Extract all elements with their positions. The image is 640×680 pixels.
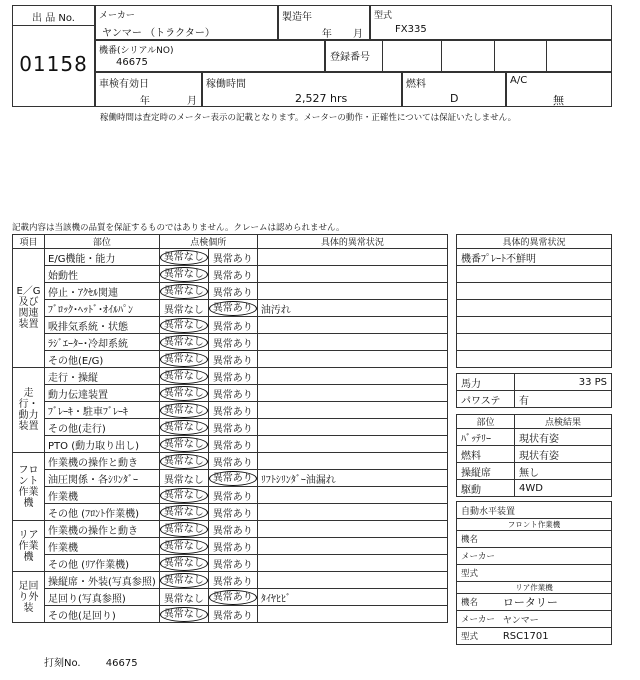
registration-cell — [325, 40, 612, 72]
part-cell: ﾌﾞﾛｯｸ･ﾍｯﾄﾞ･ｵｲﾙﾊﾟﾝ — [45, 300, 160, 317]
option-normal: 異常なし — [160, 522, 208, 537]
option-abnormal-cell — [208, 555, 257, 572]
category-cell: リア作業機 — [13, 521, 45, 572]
option-normal: 異常なし — [160, 556, 208, 571]
part-cell: ﾗｼﾞｴｰﾀｰ･冷却系統 — [45, 334, 160, 351]
front-model-value — [499, 565, 612, 582]
option-abnormal-cell — [208, 538, 257, 555]
detail-cell — [257, 538, 447, 555]
hours-note: 稼働時間は査定時のメーター表示の記載となります。メーターの動作・正確性については保証いたしません。 — [100, 113, 517, 123]
rear-name-value: ロータリー — [499, 594, 612, 611]
lot-number: 01158 — [19, 52, 88, 76]
rear-name-label: 機名 — [457, 594, 499, 611]
option-normal-cell — [159, 555, 208, 572]
part-cell: 動力伝達装置 — [45, 385, 160, 402]
option-normal-cell — [159, 351, 208, 368]
option-normal-cell — [159, 368, 208, 385]
option-normal-cell — [159, 283, 208, 300]
detail-cell — [257, 606, 447, 623]
abnormal-blank-row — [457, 317, 612, 334]
option-abnormal-cell — [208, 436, 257, 453]
option-abnormal-cell — [208, 521, 257, 538]
option-abnormal: 異常あり — [212, 559, 253, 571]
abnormal-blank-row — [457, 351, 612, 368]
option-normal: 異常なし — [163, 474, 204, 486]
option-normal: 異常なし — [163, 304, 204, 316]
option-abnormal: 異常あり — [212, 576, 253, 588]
option-abnormal: 異常あり — [212, 355, 253, 367]
year-cell — [278, 5, 370, 40]
detail-cell — [257, 521, 447, 538]
option-abnormal-cell — [208, 249, 257, 266]
option-normal-cell — [159, 470, 208, 487]
option-normal: 異常なし — [160, 505, 208, 520]
detail-cell — [257, 283, 447, 300]
option-normal: 異常なし — [160, 539, 208, 554]
part-cell: その他 (ﾘｱ作業機) — [45, 555, 160, 572]
option-abnormal: 異常あり — [212, 423, 253, 435]
part-cell: 停止・ｱｸｾﾙ関連 — [45, 283, 160, 300]
table-row — [13, 419, 448, 436]
category-cell: フロント作業機 — [13, 453, 45, 521]
fuel-cell — [402, 72, 506, 107]
part-cell: 操縦席・外装(写真参照) — [45, 572, 160, 589]
table-row — [13, 402, 448, 419]
front-maker-value — [499, 548, 612, 565]
table-row — [13, 453, 448, 470]
table-row — [13, 266, 448, 283]
fuel-check-label: 燃料 — [457, 446, 515, 463]
option-normal: 異常なし — [160, 437, 208, 452]
option-normal: 異常なし — [160, 352, 208, 367]
abnormal-blank-row — [457, 334, 612, 351]
option-abnormal-cell — [208, 419, 257, 436]
abnormal-note: 機番ﾌﾟﾚｰﾄ不鮮明 — [457, 249, 612, 266]
option-normal: 異常なし — [160, 420, 208, 435]
option-normal: 異常なし — [160, 403, 208, 418]
option-abnormal: 異常あり — [209, 590, 257, 605]
option-abnormal-cell — [208, 317, 257, 334]
part-cell: その他(足回り) — [45, 606, 160, 623]
option-abnormal-cell — [208, 453, 257, 470]
option-abnormal: 異常あり — [212, 525, 253, 537]
maker-value: ヤンマー （トラクター） — [102, 28, 215, 39]
option-normal-cell — [159, 334, 208, 351]
ac-value: 無 — [553, 94, 564, 107]
hours-value: 2,527 hrs — [295, 92, 348, 105]
part-cell: E/G機能・能力 — [45, 249, 160, 266]
option-normal-cell — [159, 266, 208, 283]
inspection-table — [12, 234, 448, 623]
option-abnormal: 異常あり — [212, 338, 253, 350]
rear-implement-header: リア作業機 — [457, 582, 612, 594]
detail-cell — [257, 504, 447, 521]
part-cell: 作業機 — [45, 487, 160, 504]
table-row — [13, 538, 448, 555]
abnormal-detail-table — [456, 234, 612, 368]
part-cell: 吸排気系統・状態 — [45, 317, 160, 334]
power-steering-value: 有 — [515, 391, 612, 408]
table-row — [13, 249, 448, 266]
option-normal: 異常なし — [163, 593, 204, 605]
option-abnormal-cell — [208, 470, 257, 487]
table-row — [13, 317, 448, 334]
table-row — [13, 334, 448, 351]
part-header: 部位 — [457, 415, 515, 429]
option-normal: 異常なし — [160, 318, 208, 333]
detail-cell — [257, 402, 447, 419]
implement-table — [456, 501, 612, 645]
option-normal-cell — [159, 419, 208, 436]
option-normal-cell — [159, 538, 208, 555]
detail-cell — [257, 555, 447, 572]
option-normal-cell — [159, 317, 208, 334]
battery-value: 現状有姿 — [515, 429, 612, 446]
option-abnormal: 異常あり — [212, 287, 253, 299]
option-abnormal-cell — [208, 300, 257, 317]
detail-cell — [257, 266, 447, 283]
abnormal-blank-row — [457, 266, 612, 283]
option-normal-cell — [159, 300, 208, 317]
part-cell: その他 (ﾌﾛﾝﾄ作業機) — [45, 504, 160, 521]
front-implement-header: フロント作業機 — [457, 519, 612, 531]
part-cell: ﾌﾞﾚｰｷ・駐車ﾌﾞﾚｰｷ — [45, 402, 160, 419]
lot-number-box — [12, 5, 95, 107]
inspection-date-unit: 年 月 — [139, 96, 197, 107]
detail-cell: ﾘﾌﾄｼﾘﾝﾀﾞｰ油漏れ — [257, 470, 447, 487]
table-row — [13, 572, 448, 589]
part-cell: その他(走行) — [45, 419, 160, 436]
fuel-value: D — [450, 92, 459, 105]
table-row — [13, 351, 448, 368]
table-row — [13, 300, 448, 317]
rear-maker-value: ヤンマー — [499, 611, 612, 628]
option-normal: 異常なし — [160, 607, 208, 622]
table-header-row — [13, 235, 448, 249]
rear-model-value: RSC1701 — [499, 628, 612, 645]
option-abnormal: 異常あり — [212, 321, 253, 333]
option-abnormal: 異常あり — [212, 372, 253, 384]
option-abnormal: 異常あり — [212, 253, 253, 265]
ac-label: A/C — [510, 75, 528, 86]
option-normal: 異常なし — [160, 369, 208, 384]
check-result-table — [456, 414, 612, 497]
category-cell: 足回り外装 — [13, 572, 45, 623]
front-maker-label: メーカー — [457, 548, 499, 565]
option-abnormal: 異常あり — [212, 508, 253, 520]
fuel-label: 燃料 — [406, 79, 426, 90]
table-row — [13, 283, 448, 300]
model-value: FX335 — [395, 24, 427, 35]
option-abnormal: 異常あり — [212, 491, 253, 503]
seat-label: 操縦席 — [457, 463, 515, 480]
option-normal: 異常なし — [160, 573, 208, 588]
option-abnormal-cell — [208, 572, 257, 589]
option-abnormal-cell — [208, 283, 257, 300]
table-row — [13, 385, 448, 402]
option-normal: 異常なし — [160, 386, 208, 401]
power-steering-label: パワステ — [457, 391, 515, 408]
detail-cell — [257, 487, 447, 504]
option-abnormal-cell — [208, 334, 257, 351]
part-cell: 足回り(写真参照) — [45, 589, 160, 606]
ac-cell — [506, 72, 612, 107]
part-cell: 走行・操縦 — [45, 368, 160, 385]
part-cell: PTO (動力取り出し) — [45, 436, 160, 453]
table-row — [13, 521, 448, 538]
detail-cell — [257, 436, 447, 453]
power-label: 馬力 — [457, 374, 515, 391]
hours-label: 稼働時間 — [206, 79, 246, 90]
abnormal-blank-row — [457, 300, 612, 317]
hours-cell — [202, 72, 402, 107]
option-normal: 異常なし — [160, 250, 208, 265]
header-detail: 具体的異常状況 — [257, 235, 447, 249]
table-row — [13, 368, 448, 385]
stamp-label: 打刻No. — [44, 658, 81, 669]
detail-cell — [257, 453, 447, 470]
registration-label: 登録番号 — [330, 52, 370, 63]
header-part: 部位 — [45, 235, 160, 249]
fuel-check-value: 現状有姿 — [515, 446, 612, 463]
option-normal: 異常なし — [160, 284, 208, 299]
serial-value: 46675 — [116, 57, 148, 68]
detail-cell — [257, 572, 447, 589]
table-row — [13, 470, 448, 487]
option-abnormal-cell — [208, 351, 257, 368]
option-abnormal: 異常あり — [209, 471, 257, 486]
option-abnormal-cell — [208, 504, 257, 521]
part-cell: 始動性 — [45, 266, 160, 283]
table-row — [13, 487, 448, 504]
rear-maker-label: メーカー — [457, 611, 499, 628]
option-abnormal: 異常あり — [212, 389, 253, 401]
table-row — [13, 606, 448, 623]
maker-label: メーカー — [99, 11, 135, 21]
part-cell: 作業機 — [45, 538, 160, 555]
option-normal-cell — [159, 436, 208, 453]
option-abnormal-cell — [208, 402, 257, 419]
disclaimer: 記載内容は当該機の品質を保証するものではありません。クレームは認められません。 — [12, 223, 345, 233]
serial-label: 機番(シリアルNO) — [99, 46, 174, 56]
model-cell — [370, 5, 612, 40]
option-normal-cell — [159, 572, 208, 589]
table-row — [13, 436, 448, 453]
stamp-number — [44, 654, 138, 669]
option-abnormal-cell — [208, 589, 257, 606]
option-abnormal-cell — [208, 606, 257, 623]
option-abnormal: 異常あり — [212, 440, 253, 452]
abnormal-blank-row — [457, 283, 612, 300]
category-cell: E／G及び関連装置 — [13, 249, 45, 368]
option-abnormal-cell — [208, 385, 257, 402]
detail-cell — [257, 317, 447, 334]
header-check: 点検個所 — [159, 235, 257, 249]
table-row — [13, 589, 448, 606]
inspection-date-cell — [95, 72, 202, 107]
option-abnormal: 異常あり — [209, 301, 257, 316]
part-cell: 油圧関係・各ｼﾘﾝﾀﾞｰ — [45, 470, 160, 487]
result-header: 点検結果 — [515, 415, 612, 429]
option-abnormal-cell — [208, 487, 257, 504]
table-row — [13, 504, 448, 521]
option-abnormal: 異常あり — [212, 542, 253, 554]
option-normal-cell — [159, 606, 208, 623]
model-label: 型式 — [374, 11, 393, 21]
seat-value: 無し — [515, 463, 612, 480]
option-abnormal: 異常あり — [212, 457, 253, 469]
option-normal-cell — [159, 453, 208, 470]
drive-label: 駆動 — [457, 480, 515, 497]
detail-cell: 油汚れ — [257, 300, 447, 317]
option-abnormal: 異常あり — [212, 270, 253, 282]
option-normal-cell — [159, 589, 208, 606]
table-row — [13, 555, 448, 572]
spec-table — [456, 373, 612, 408]
part-cell: 作業機の操作と動き — [45, 453, 160, 470]
year-unit: 年 月 — [321, 29, 363, 40]
option-abnormal: 異常あり — [212, 610, 253, 622]
lot-label: 出 品 No. — [32, 13, 75, 24]
option-abnormal: 異常あり — [212, 406, 253, 418]
option-normal: 異常なし — [160, 335, 208, 350]
front-model-label: 型式 — [457, 565, 499, 582]
maker-cell — [95, 5, 278, 40]
front-name-value — [499, 531, 612, 548]
serial-cell — [95, 40, 325, 72]
option-normal-cell — [159, 504, 208, 521]
detail-cell — [257, 334, 447, 351]
front-name-label: 機名 — [457, 531, 499, 548]
category-cell: 走行・動力装置 — [13, 368, 45, 453]
power-value: 33 PS — [515, 374, 612, 391]
option-abnormal-cell — [208, 266, 257, 283]
detail-cell: ﾀｲﾔﾋﾋﾞ — [257, 589, 447, 606]
option-normal-cell — [159, 385, 208, 402]
option-normal: 異常なし — [160, 488, 208, 503]
detail-cell — [257, 385, 447, 402]
option-normal-cell — [159, 521, 208, 538]
year-label: 製造年 — [282, 12, 312, 23]
option-normal: 異常なし — [160, 454, 208, 469]
option-normal: 異常なし — [160, 267, 208, 282]
leveler-label: 自動水平装置 — [457, 502, 612, 519]
option-normal-cell — [159, 487, 208, 504]
part-cell: 作業機の操作と動き — [45, 521, 160, 538]
battery-label: ﾊﾞｯﾃﾘｰ — [457, 429, 515, 446]
option-abnormal-cell — [208, 368, 257, 385]
option-normal-cell — [159, 249, 208, 266]
inspection-date-label: 車検有効日 — [99, 79, 149, 90]
rear-model-label: 型式 — [457, 628, 499, 645]
drive-value: 4WD — [515, 480, 612, 497]
option-normal-cell — [159, 402, 208, 419]
stamp-value: 46675 — [105, 658, 138, 669]
detail-cell — [257, 368, 447, 385]
header-category: 項目 — [13, 235, 45, 249]
detail-cell — [257, 351, 447, 368]
abnormal-header: 具体的異常状況 — [457, 235, 612, 249]
detail-cell — [257, 249, 447, 266]
detail-cell — [257, 419, 447, 436]
part-cell: その他(E/G) — [45, 351, 160, 368]
